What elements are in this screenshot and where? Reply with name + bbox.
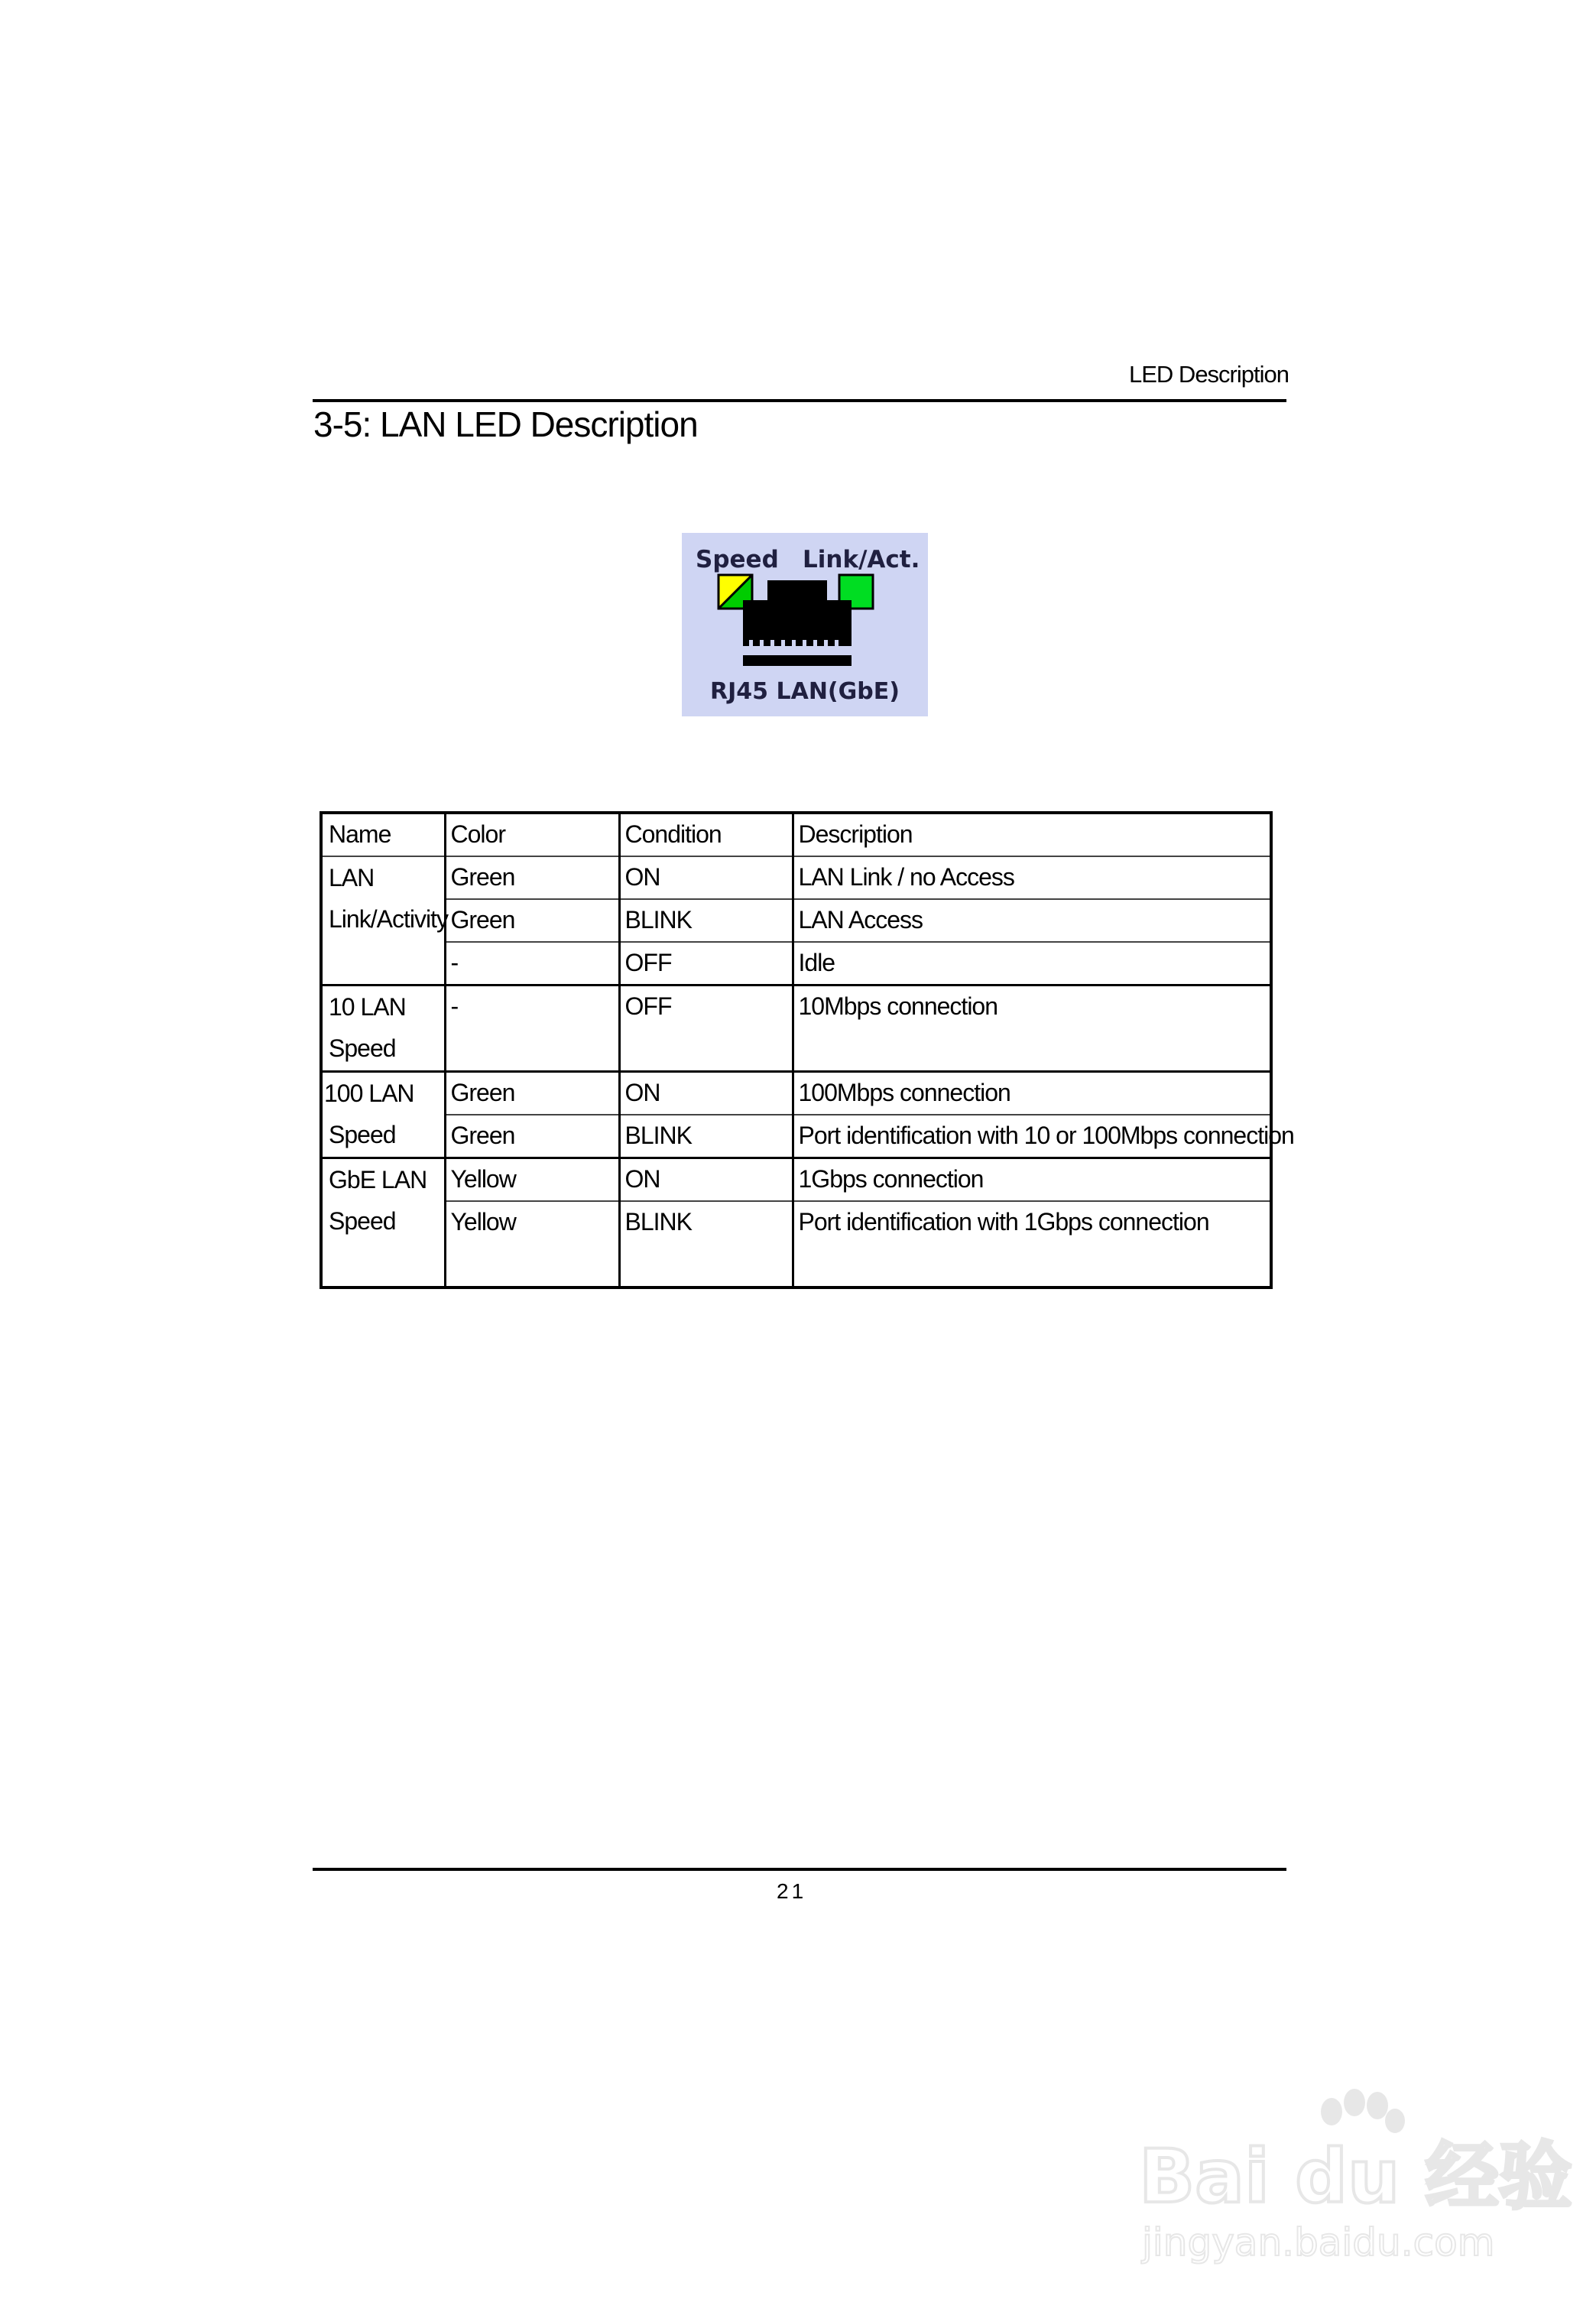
- watermark-brand: Bai du 经验: [1139, 2134, 1572, 2219]
- link-led-label: Link/Act.: [803, 546, 920, 573]
- cell-color: Yellow: [445, 1158, 619, 1202]
- cell-color: Green: [445, 899, 619, 942]
- cell-condition: ON: [619, 1072, 793, 1115]
- row-name-100-lan: 100 LAN Speed: [321, 1072, 445, 1158]
- footer-divider: [313, 1868, 1286, 1871]
- cell-condition: BLINK: [619, 1115, 793, 1158]
- cell-condition: BLINK: [619, 899, 793, 942]
- cell-description: 1Gbps connection: [793, 1158, 1271, 1202]
- cell-color: Yellow: [445, 1201, 619, 1288]
- section-title: 3-5: LAN LED Description: [313, 404, 698, 444]
- cell-color: Green: [445, 856, 619, 899]
- speed-led-label: Speed: [696, 546, 779, 573]
- row-name-gbe-lan: GbE LAN Speed: [321, 1158, 445, 1288]
- table-row: [321, 1072, 1271, 1115]
- table-row: [321, 942, 1271, 986]
- cell-condition: BLINK: [619, 1201, 793, 1288]
- rj45-connector-diagram: [682, 533, 928, 716]
- table-row: [321, 1115, 1271, 1158]
- rj45-led-figure: [682, 533, 928, 716]
- rj45-connector-icon: [743, 580, 852, 666]
- cell-description: LAN Access: [793, 899, 1271, 942]
- baidu-paw-logo: [1131, 2073, 1572, 2272]
- cell-color: Green: [445, 1072, 619, 1115]
- running-header: LED Description: [1129, 361, 1289, 388]
- cell-description: LAN Link / no Access: [793, 856, 1271, 899]
- table-row: [321, 856, 1271, 899]
- cell-condition: OFF: [619, 942, 793, 986]
- cell-condition: ON: [619, 856, 793, 899]
- cell-description: Port identification with 1Gbps connection: [793, 1201, 1271, 1288]
- table-row: [321, 899, 1271, 942]
- cell-condition: OFF: [619, 986, 793, 1072]
- led-description-table: [320, 811, 1294, 1289]
- baidu-watermark: [1131, 2073, 1572, 2272]
- cell-condition: ON: [619, 1158, 793, 1202]
- cell-description: Idle: [793, 942, 1271, 986]
- cell-description: 100Mbps connection: [793, 1072, 1271, 1115]
- header-color: Color: [445, 813, 619, 856]
- header-divider: [313, 399, 1286, 402]
- table-row: [321, 1201, 1271, 1288]
- cell-description: Port identification with 10 or 100Mbps connection: [793, 1115, 1271, 1158]
- cell-color: -: [445, 986, 619, 1072]
- cell-description: 10Mbps connection: [793, 986, 1271, 1072]
- table-row: [321, 986, 1271, 1072]
- header-condition: Condition: [619, 813, 793, 856]
- row-name-10-lan: 10 LAN Speed: [321, 986, 445, 1072]
- watermark-url: jingyan.baidu.com: [1142, 2220, 1495, 2265]
- table-header-row: [321, 813, 1271, 856]
- page-number: 21: [777, 1879, 807, 1903]
- cell-color: -: [445, 942, 619, 986]
- row-name-link-activity: LAN Link/Activity: [321, 856, 445, 986]
- cell-color: Green: [445, 1115, 619, 1158]
- port-label: RJ45 LAN(GbE): [710, 678, 900, 705]
- header-name: Name: [329, 820, 391, 848]
- header-description: Description: [793, 813, 1271, 856]
- table-row: [321, 1158, 1271, 1202]
